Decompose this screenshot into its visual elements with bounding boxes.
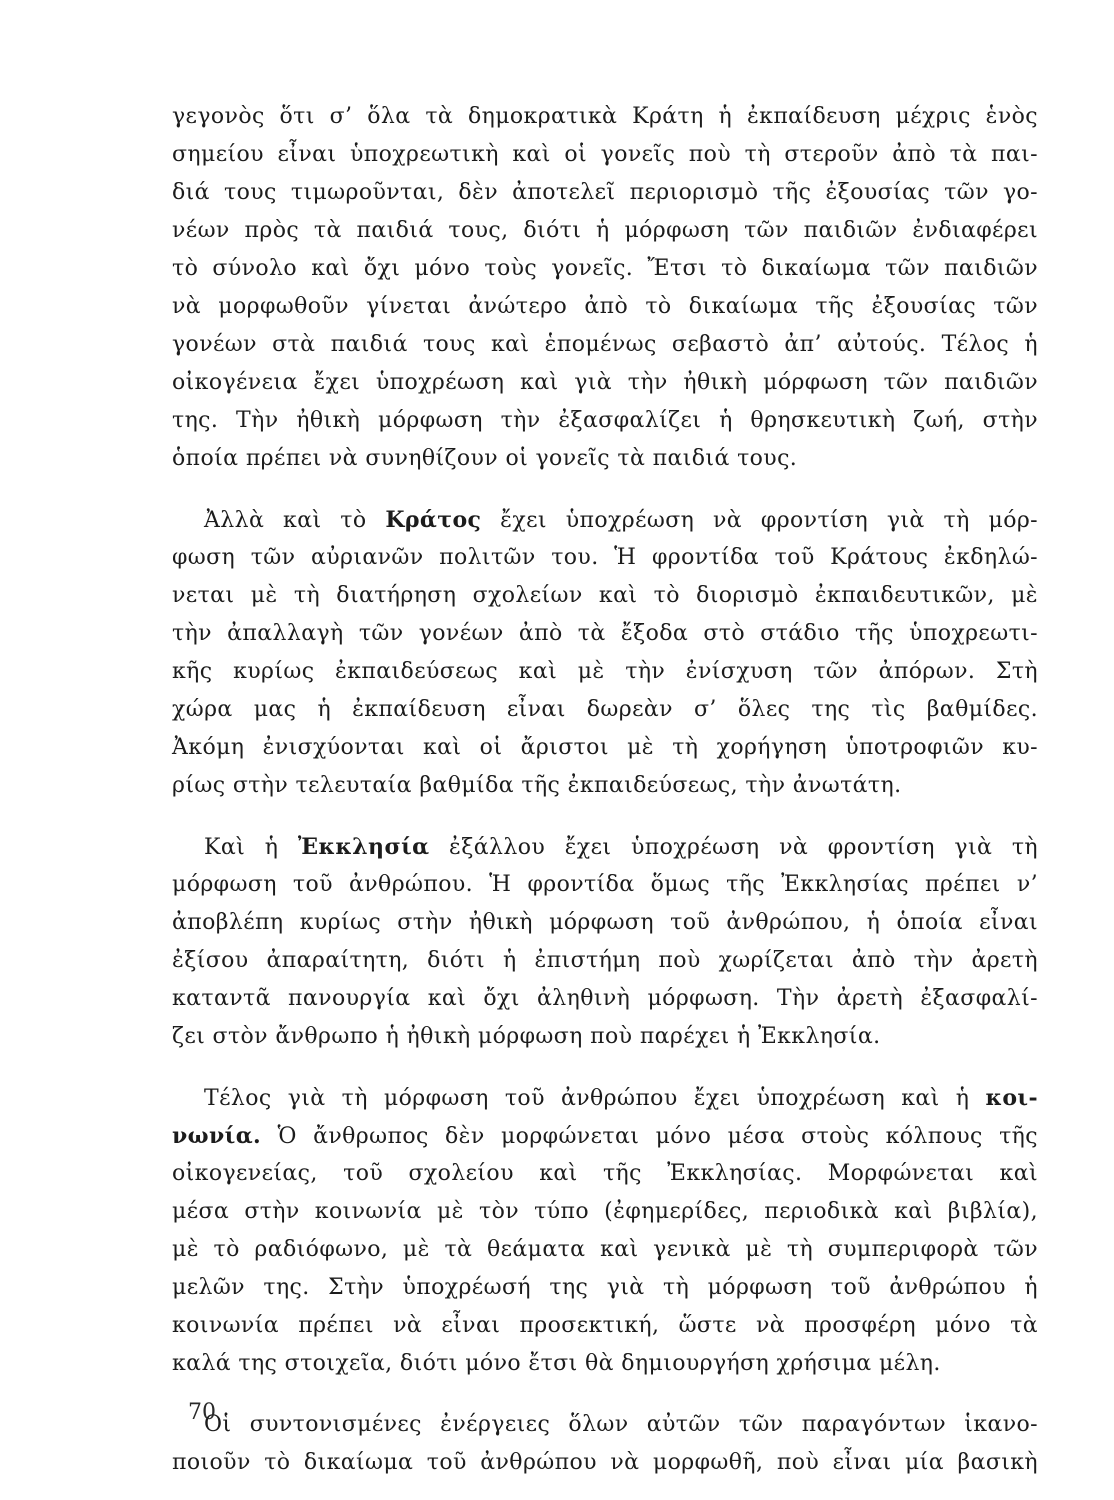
- text-line: Τέλος γιὰ τὴ μόρφωση τοῦ ἀνθρώπου ἔχει ὑποχρέωση καὶ ἡ κοι-: [204, 1085, 1038, 1111]
- text-line: σημείου εἶναι ὑποχρεωτικὴ καὶ οἱ γονεῖς ποὺ τὴ στεροῦν ἀπὸ τὰ παι-: [172, 142, 1038, 167]
- text-line: νὰ μορφωθοῦν γίνεται ἀνώτερο ἀπὸ τὸ δικαίωμα τῆς ἐξουσίας τῶν: [172, 294, 1038, 319]
- text-line: οἰκογενείας, τοῦ σχολείου καὶ τῆς Ἐκκλησίας. Μορφώνεται καὶ: [172, 1161, 1038, 1186]
- text-line: μελῶν της. Στὴν ὑποχρέωσή της γιὰ τὴ μόρφωση τοῦ ἀνθρώπου ἡ: [172, 1275, 1038, 1300]
- paragraph-4: [172, 1079, 1038, 1383]
- text-line: γεγονὸς ὅτι σ’ ὅλα τὰ δημοκρατικὰ Κράτη ἡ ἐκπαίδευση μέχρις ἑνὸς: [172, 104, 1038, 129]
- text-line: ζει στὸν ἄνθρωπο ἡ ἠθικὴ μόρφωση ποὺ παρέχει ἡ Ἐκκλησία.: [172, 1024, 881, 1049]
- bold-term: νωνία.: [172, 1123, 262, 1149]
- paragraph-3: [172, 828, 1038, 1056]
- text-line: κοινωνία πρέπει νὰ εἶναι προσεκτική, ὥστε νὰ προσφέρη μόνο τὰ: [172, 1313, 1038, 1338]
- paragraph-spacer: [172, 805, 1038, 828]
- text-line: γονέων στὰ παιδιά τους καὶ ἑπομένως σεβαστὸ ἀπ’ αὐτούς. Τέλος ἡ: [172, 332, 1038, 357]
- paragraph-spacer: [172, 1056, 1038, 1079]
- text-line: Ἀλλὰ καὶ τὸ Κράτος ἔχει ὑποχρέωση νὰ φροντίση γιὰ τὴ μόρ-: [204, 507, 1039, 533]
- text-line: Καὶ ἡ Ἐκκλησία ἐξάλλου ἔχει ὑποχρέωση νὰ φροντίση γιὰ τὴ: [204, 834, 1038, 860]
- bold-term: Ἐκκλησία: [297, 834, 430, 860]
- text-line: καταντᾶ πανουργία καὶ ὄχι ἀληθινὴ μόρφωση. Τὴν ἀρετὴ ἐξασφαλί-: [172, 986, 1038, 1011]
- text-line: μὲ τὸ ραδιόφωνο, μὲ τὰ θεάματα καὶ γενικὰ μὲ τὴ συμπεριφορὰ τῶν: [172, 1237, 1038, 1262]
- paragraph-2: [172, 501, 1038, 805]
- text-line: ἀποβλέπη κυρίως στὴν ἠθικὴ μόρφωση τοῦ ἀνθρώπου, ἡ ὁποία εἶναι: [172, 910, 1038, 935]
- bold-term: Κράτος: [385, 507, 482, 533]
- text-line: νεται μὲ τὴ διατήρηση σχολείων καὶ τὸ διορισμὸ ἐκπαιδευτικῶν, μὲ: [172, 583, 1038, 608]
- text-line: ὁποία πρέπει νὰ συνηθίζουν οἱ γονεῖς τὰ παιδιά τους.: [172, 446, 798, 471]
- text-line: μέσα στὴν κοινωνία μὲ τὸν τύπο (ἐφημερίδες, περιοδικὰ καὶ βιβλία),: [172, 1199, 1038, 1224]
- text-line: κῆς κυρίως ἐκπαιδεύσεως καὶ μὲ τὴν ἐνίσχυση τῶν ἀπόρων. Στὴ: [172, 659, 1038, 684]
- text-line: μόρφωση τοῦ ἀνθρώπου. Ἡ φροντίδα ὅμως τῆς Ἐκκλησίας πρέπει ν’: [172, 872, 1038, 897]
- text-line: διά τους τιμωροῦνται, δὲν ἀποτελεῖ περιορισμὸ τῆς ἐξουσίας τῶν γο-: [172, 180, 1038, 205]
- text-line: φωση τῶν αὐριανῶν πολιτῶν του. Ἡ φροντίδα τοῦ Κράτους ἐκδηλώ-: [172, 545, 1038, 570]
- paragraph-1: [172, 98, 1038, 478]
- text-line: τὴν ἀπαλλαγὴ τῶν γονέων ἀπὸ τὰ ἔξοδα στὸ στάδιο τῆς ὑποχρεωτι-: [172, 621, 1038, 646]
- page-number: 70: [188, 1400, 216, 1425]
- text-line: νέων πρὸς τὰ παιδιά τους, διότι ἡ μόρφωση τῶν παιδιῶν ἐνδιαφέρει: [172, 218, 1038, 243]
- text-line: Ἀκόμη ἐνισχύονται καὶ οἱ ἄριστοι μὲ τὴ χορήγηση ὑποτροφιῶν κυ-: [172, 735, 1038, 760]
- bold-term: κοι-: [985, 1085, 1038, 1111]
- text-line: της. Τὴν ἠθικὴ μόρφωση τὴν ἐξασφαλίζει ἡ θρησκευτικὴ ζωή, στὴν: [172, 408, 1038, 433]
- paragraph-spacer: [172, 1383, 1038, 1406]
- text-line: Οἱ συντονισμένες ἐνέργειες ὅλων αὐτῶν τῶν παραγόντων ἱκανο-: [204, 1412, 1038, 1437]
- text-line: χώρα μας ἡ ἐκπαίδευση εἶναι δωρεὰν σ’ ὅλες της τὶς βαθμίδες.: [172, 697, 1038, 722]
- body-text: [172, 98, 1038, 1482]
- paragraph-spacer: [172, 478, 1038, 501]
- text-line: οἰκογένεια ἔχει ὑποχρέωση καὶ γιὰ τὴν ἠθικὴ μόρφωση τῶν παιδιῶν: [172, 370, 1038, 395]
- text-line: καλά της στοιχεῖα, διότι μόνο ἔτσι θὰ δημιουργήση χρήσιμα μέλη.: [172, 1351, 941, 1376]
- text-line: νωνία. Ὁ ἄνθρωπος δὲν μορφώνεται μόνο μέσα στοὺς κόλπους τῆς: [172, 1123, 1038, 1149]
- text-line: τὸ σύνολο καὶ ὄχι μόνο τοὺς γονεῖς. Ἔτσι τὸ δικαίωμα τῶν παιδιῶν: [172, 256, 1038, 281]
- text-line: ποιοῦν τὸ δικαίωμα τοῦ ἀνθρώπου νὰ μορφωθῆ, ποὺ εἶναι μία βασικὴ: [172, 1450, 1038, 1475]
- text-line: ἐξίσου ἀπαραίτητη, διότι ἡ ἐπιστήμη ποὺ χωρίζεται ἀπὸ τὴν ἀρετὴ: [172, 948, 1038, 973]
- text-line: ρίως στὴν τελευταία βαθμίδα τῆς ἐκπαιδεύσεως, τὴν ἀνωτάτη.: [172, 773, 902, 798]
- paragraph-5: [172, 1406, 1038, 1482]
